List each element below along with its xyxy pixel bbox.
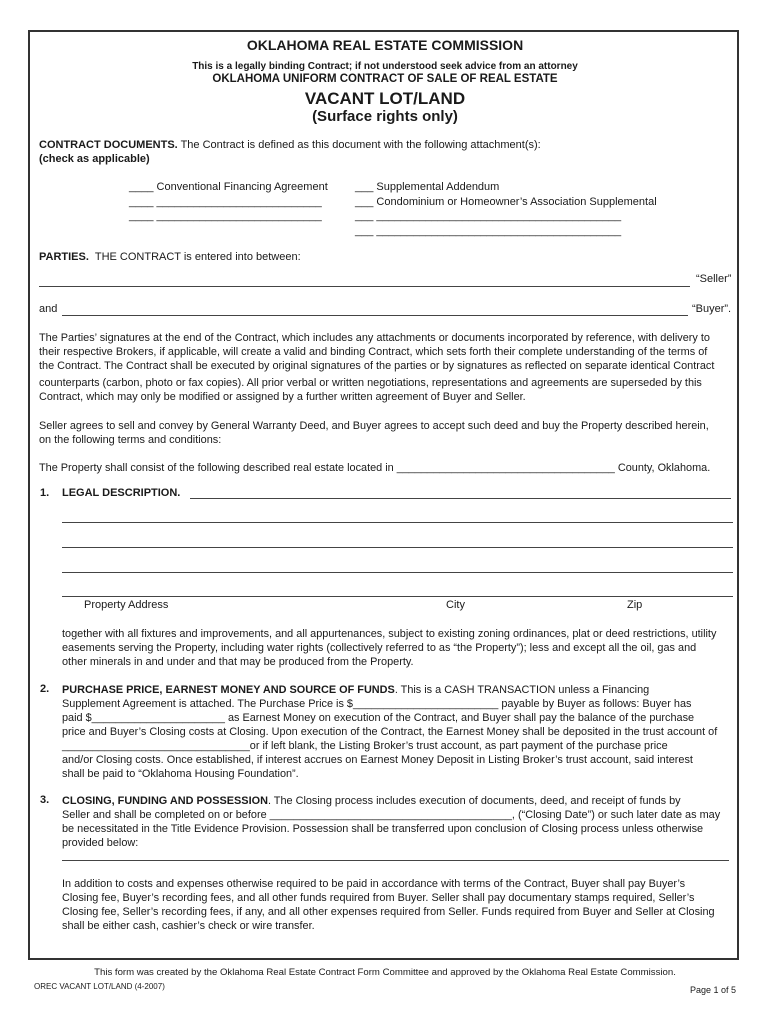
contract-documents-text: The Contract is defined as this document with the following attachment(s): <box>180 139 541 151</box>
commission-title: OKLAHOMA REAL ESTATE COMMISSION <box>246 37 524 53</box>
costs-line-4: shall be either cash, cashier’s check or wire transfer. <box>62 920 315 932</box>
fixtures-line-2: easements serving the Property, including water rights (collectively referred to as “the Property”); less and except all the oil, gas and <box>62 642 697 654</box>
signatures-line-3: the Contract. The Contract shall be executed by original signatures of the parties or by signatures as reflected on separate identical Contract <box>39 360 715 372</box>
parties-text: THE CONTRACT is entered into between: <box>94 251 301 263</box>
uniform-contract-title: OKLAHOMA UNIFORM CONTRACT OF SALE OF REAL ESTATE <box>212 73 558 85</box>
section-3-line-4: provided below: <box>62 837 139 849</box>
attachment-conventional-financing[interactable]: ____ Conventional Financing Agreement <box>129 181 328 193</box>
form-subtitle: (Surface rights only) <box>312 108 458 125</box>
section-3-number: 3. <box>40 794 50 806</box>
signatures-line-5: Contract, which may only be modified or assigned by a further written agreement of Buyer and Seller. <box>39 391 526 403</box>
purchase-price-heading: PURCHASE PRICE, EARNEST MONEY AND SOURCE OF FUNDS <box>62 684 395 696</box>
attachment-supplemental-addendum[interactable]: ___ Supplemental Addendum <box>355 181 500 193</box>
section-2-line-1-text: . This is a CASH TRANSACTION unless a Financing <box>394 684 650 696</box>
property-county-line[interactable]: The Property shall consist of the following described real estate located in ____________________________________ County, Oklahoma. <box>39 462 711 474</box>
attachment-condominium-hoa[interactable]: ___ Condominium or Homeowner’s Association Supplemental <box>355 196 657 208</box>
attachment-blank-left-1[interactable]: ____ ___________________________ <box>129 196 322 208</box>
section-2-line-5[interactable]: _______________________________or if left blank, the Listing Broker’s trust account, as part payment of the purchase price <box>62 740 668 752</box>
buyer-label: “Buyer”. <box>692 303 732 315</box>
parties-heading: PARTIES. <box>39 251 89 263</box>
section-2-line-7: shall be paid to “Oklahoma Housing Foundation”. <box>62 768 299 780</box>
legal-description-line-2[interactable] <box>62 522 733 523</box>
signatures-line-4: counterparts (carbon, photo or fax copies). All prior verbal or written negotiations, representations and agreements are superseded by this <box>39 377 702 389</box>
attachment-blank-right-2[interactable]: ___ ________________________________________ <box>355 225 622 237</box>
signatures-line-2: their respective Brokers, if applicable, will create a valid and binding Contract, which sets forth their complete understanding of the terms of <box>39 346 708 358</box>
section-2-line-2[interactable]: Supplement Agreement is attached. The Purchase Price is $________________________ payable by Buyer as follows: Buyer has <box>62 698 692 710</box>
legal-description-line-4[interactable] <box>62 572 733 573</box>
buyer-name-line[interactable] <box>62 315 688 316</box>
section-3-line-1-text: . The Closing process includes execution of documents, deed, and receipt of funds by <box>267 795 681 807</box>
legal-description-heading: LEGAL DESCRIPTION. <box>62 487 181 499</box>
zip-label: Zip <box>627 599 643 611</box>
section-3-line-1 <box>62 794 681 808</box>
possession-line[interactable] <box>62 860 729 861</box>
contract-documents-heading: CONTRACT DOCUMENTS. <box>39 139 178 151</box>
section-2-line-1 <box>62 683 649 697</box>
seller-label: “Seller” <box>696 273 732 285</box>
seller-agrees-line-1: Seller agrees to sell and convey by General Warranty Deed, and Buyer agrees to accept such deed and buy the Property described herein, <box>39 420 709 432</box>
section-2-line-6: and/or Closing costs. Once established, if interest accrues on Earnest Money Deposit in Listing Broker’s trust account, said interest <box>62 754 693 766</box>
parties <box>39 251 301 264</box>
costs-line-3: Closing fee, Seller’s recording fees, if any, and all other expenses required from Seller. Funds required from Buyer and Seller at Closing <box>62 906 715 918</box>
legal-description-line-1[interactable] <box>190 498 731 499</box>
section-2-line-4: price and Buyer’s Closing costs at Closing. Upon execution of the Contract, the Earnest Money shall be deposited in the trust account of <box>62 726 718 738</box>
fixtures-line-3: other minerals in and under and that may be produced from the Property. <box>62 656 414 668</box>
seller-name-line[interactable] <box>39 286 690 287</box>
binding-notice: This is a legally binding Contract; if not understood seek advice from an attorney <box>192 61 578 72</box>
signatures-line-1: The Parties’ signatures at the end of the Contract, which includes any attachments or documents incorporated by reference, with delivery to <box>39 332 710 344</box>
property-address-line[interactable] <box>62 596 733 597</box>
property-address-label: Property Address <box>84 599 169 611</box>
and-label: and <box>39 303 58 315</box>
form-id: OREC VACANT LOT/LAND (4-2007) <box>34 982 165 991</box>
attachment-blank-right-1[interactable]: ___ ________________________________________ <box>355 210 622 222</box>
check-note: (check as applicable) <box>39 153 150 165</box>
form-title: VACANT LOT/LAND <box>304 89 466 108</box>
closing-heading: CLOSING, FUNDING AND POSSESSION <box>62 795 268 807</box>
section-2-line-3[interactable]: paid $______________________ as Earnest Money on execution of the Contract, and Buyer shall pay the balance of the purchase <box>62 712 695 724</box>
contract-documents <box>39 139 541 152</box>
section-3-line-2[interactable]: Seller and shall be completed on or before ________________________________________, (“Closing Date”) or such later date as may <box>62 809 721 821</box>
footer-note: This form was created by the Oklahoma Real Estate Contract Form Committee and approved by the Oklahoma Real Estate Commission. <box>94 967 676 978</box>
attachment-blank-left-2[interactable]: ____ ___________________________ <box>129 210 322 222</box>
city-label: City <box>446 599 465 611</box>
page-number: Page 1 of 5 <box>690 985 737 995</box>
section-3-line-3: be necessitated in the Title Evidence Provision. Possession shall be transferred upon conclusion of Closing process unless otherwise <box>62 823 704 835</box>
fixtures-line-1: together with all fixtures and improvements, and all appurtenances, subject to existing zoning ordinances, plat or deed restrictions, utility <box>62 628 717 640</box>
section-2-number: 2. <box>40 683 50 695</box>
section-1-number: 1. <box>40 487 50 499</box>
costs-line-2: Closing fee, Buyer’s recording fees, and all other funds required from Buyer. Seller shall pay documentary stamps required, Seller’s <box>62 892 695 904</box>
seller-agrees-line-2: on the following terms and conditions: <box>39 434 222 446</box>
legal-description-line-3[interactable] <box>62 547 733 548</box>
costs-line-1: In addition to costs and expenses otherwise required to be paid in accordance with terms of the Contract, Buyer shall pay Buyer’s <box>62 878 686 890</box>
